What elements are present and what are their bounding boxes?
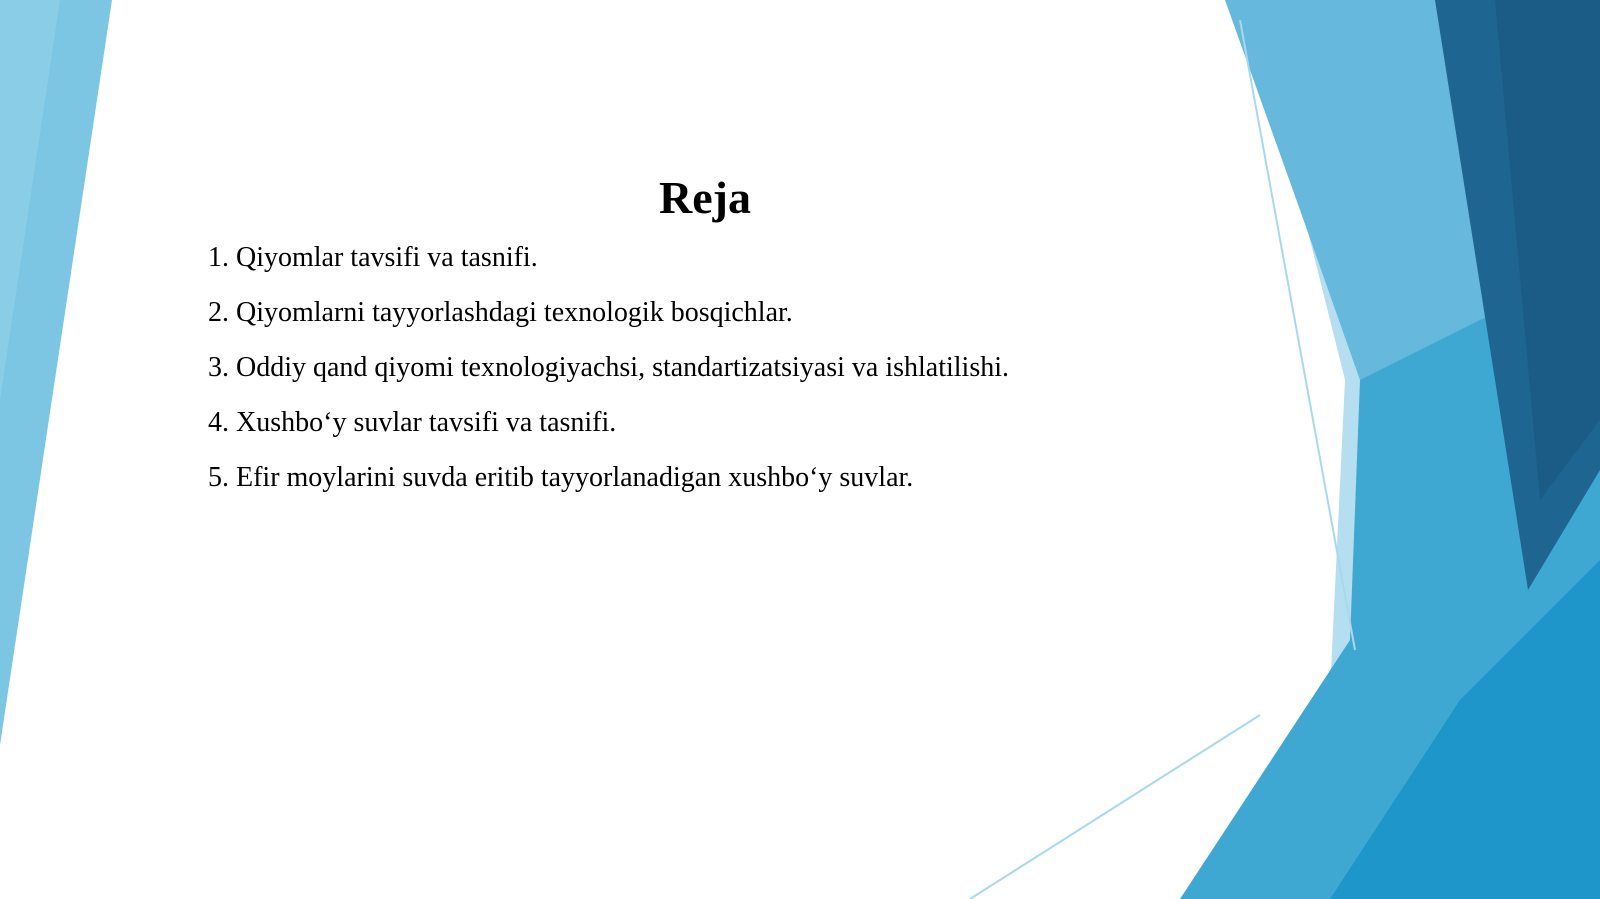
plan-item: 5. Efir moylarini suvda eritib tayyorlanadigan xushbo‘y suvlar. <box>208 462 914 493</box>
plan-list <box>208 240 1208 515</box>
plan-item: 1. Qiyomlar tavsifi va tasnifi. <box>208 242 538 273</box>
plan-item: 4. Xushbo‘y suvlar tavsifi va tasnifi. <box>208 407 617 438</box>
plan-item: 3. Oddiy qand qiyomi texnologiyachsi, standartizatsiyasi va ishlatilishi. <box>208 352 1009 383</box>
plan-item: 2. Qiyomlarni tayyorlashdagi texnologik bosqichlar. <box>208 297 793 328</box>
slide-title: Reja <box>659 172 751 223</box>
